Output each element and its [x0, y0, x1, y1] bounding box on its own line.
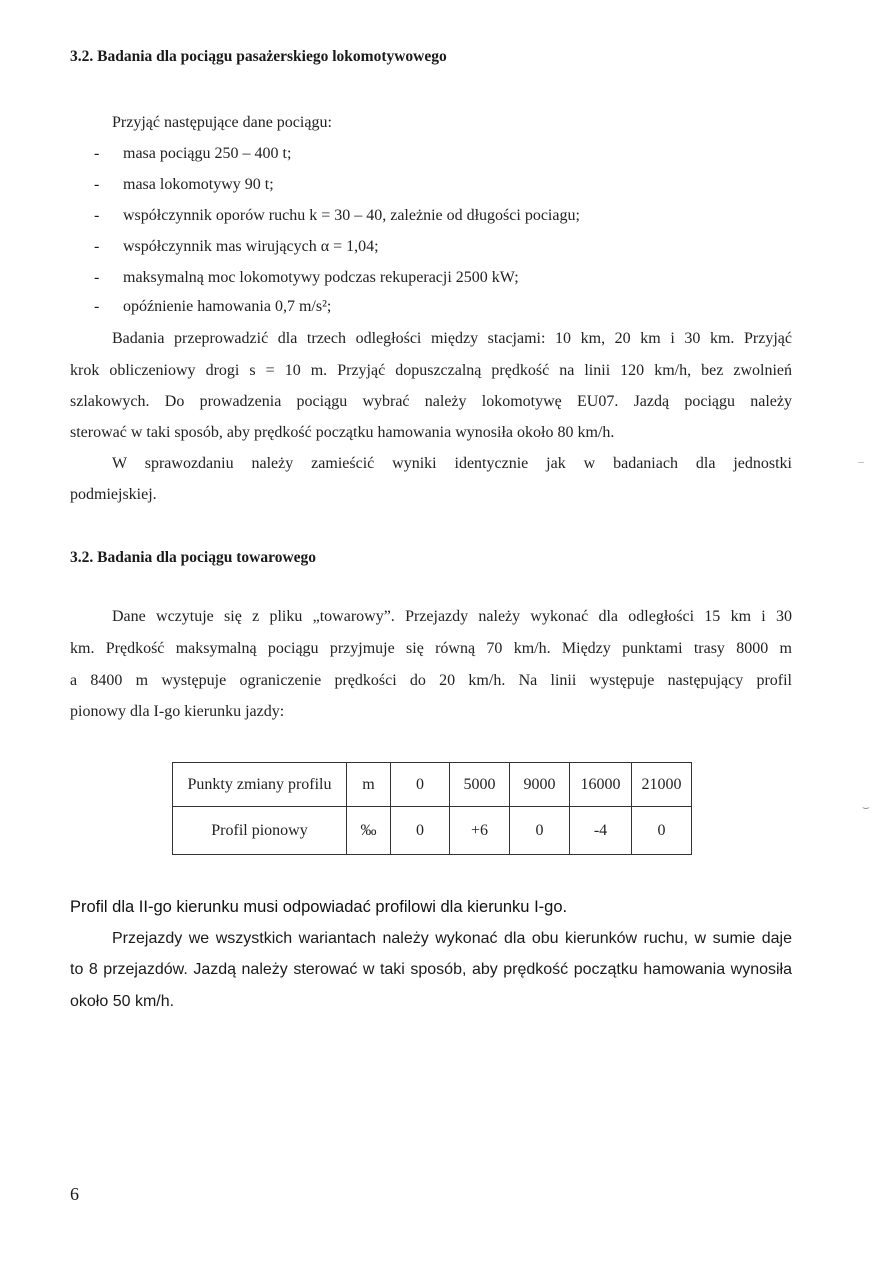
bullet-dash: - — [94, 298, 100, 315]
table-cell-label: Punkty zmiany profilu — [173, 763, 347, 807]
table-cell: +6 — [450, 807, 510, 855]
table-cell-unit: ‰ — [347, 807, 391, 855]
section-heading-passenger: 3.2. Badania dla pociągu pasażerskiego lokomotywowego — [70, 48, 447, 65]
table-row — [173, 807, 692, 855]
paragraph-line: to 8 przejazdów. Jazdą należy sterować w taki sposób, aby prędkość początku hamowania wynosiła — [70, 961, 792, 978]
table-cell: 0 — [391, 763, 450, 807]
table-row — [173, 763, 692, 807]
paragraph-line: W sprawozdaniu należy zamieścić wyniki identycznie jak w badaniach dla jednostki — [112, 455, 792, 472]
paragraph-line: pionowy dla I-go kierunku jazdy: — [70, 703, 285, 720]
bullet-item: współczynnik mas wirujących α = 1,04; — [123, 238, 379, 255]
paragraph-line: szlakowych. Do prowadzenia pociągu wybrać należy lokomotywę EU07. Jazdą pociągu należy — [70, 393, 792, 410]
bullet-item: masa pociągu 250 – 400 t; — [123, 145, 292, 162]
table-cell: 0 — [632, 807, 692, 855]
bullet-item: maksymalną moc lokomotywy podczas rekuperacji 2500 kW; — [123, 269, 519, 286]
paragraph-line: Badania przeprowadzić dla trzech odległości między stacjami: 10 km, 20 km i 30 km. Przyjąć — [112, 330, 792, 347]
paragraph-line: Dane wczytuje się z pliku „towarowy”. Przejazdy należy wykonać dla odległości 15 km i 30 — [112, 608, 792, 625]
bullet-dash: - — [94, 145, 100, 162]
scan-artifact: ⌣ — [862, 800, 870, 814]
table-cell: 21000 — [632, 763, 692, 807]
bullet-dash: - — [94, 238, 100, 255]
bullet-item: opóźnienie hamowania 0,7 m/s²; — [123, 298, 332, 315]
page-number: 6 — [70, 1184, 79, 1204]
table-cell: -4 — [570, 807, 632, 855]
bullet-dash: - — [94, 269, 100, 286]
table-cell: 9000 — [510, 763, 570, 807]
profile-table — [172, 762, 692, 855]
table-cell: 0 — [391, 807, 450, 855]
table-cell-unit: m — [347, 763, 391, 807]
table-cell: 0 — [510, 807, 570, 855]
bullet-item: współczynnik oporów ruchu k = 30 – 40, zależnie od długości pociagu; — [123, 207, 580, 224]
bullet-item: masa lokomotywy 90 t; — [123, 176, 274, 193]
table-cell: 16000 — [570, 763, 632, 807]
paragraph-line: około 50 km/h. — [70, 993, 175, 1010]
paragraph-line: a 8400 m występuje ograniczenie prędkości do 20 km/h. Na linii występuje następujący profil — [70, 672, 792, 689]
paragraph-line: krok obliczeniowy drogi s = 10 m. Przyjąć dopuszczalną prędkość na linii 120 km/h, bez zwolnień — [70, 362, 792, 379]
paragraph-line: Przejazdy we wszystkich wariantach należy wykonać dla obu kierunków ruchu, w sumie daje — [112, 930, 792, 947]
profile-note: Profil dla II-go kierunku musi odpowiadać profilowi dla kierunku I-go. — [70, 898, 568, 916]
bullet-dash: - — [94, 207, 100, 224]
table-cell-label: Profil pionowy — [173, 807, 347, 855]
bullet-dash: - — [94, 176, 100, 193]
paragraph-line: podmiejskiej. — [70, 486, 157, 503]
paragraph-line: km. Prędkość maksymalną pociągu przyjmuje się równą 70 km/h. Między punktami trasy 8000 m — [70, 640, 792, 657]
table-cell: 5000 — [450, 763, 510, 807]
paragraph-line: sterować w taki sposób, aby prędkość początku hamowania wynosiła około 80 km/h. — [70, 424, 615, 441]
scan-artifact: – — [858, 454, 864, 468]
intro-text: Przyjąć następujące dane pociągu: — [112, 114, 332, 131]
section-heading-freight: 3.2. Badania dla pociągu towarowego — [70, 549, 317, 566]
